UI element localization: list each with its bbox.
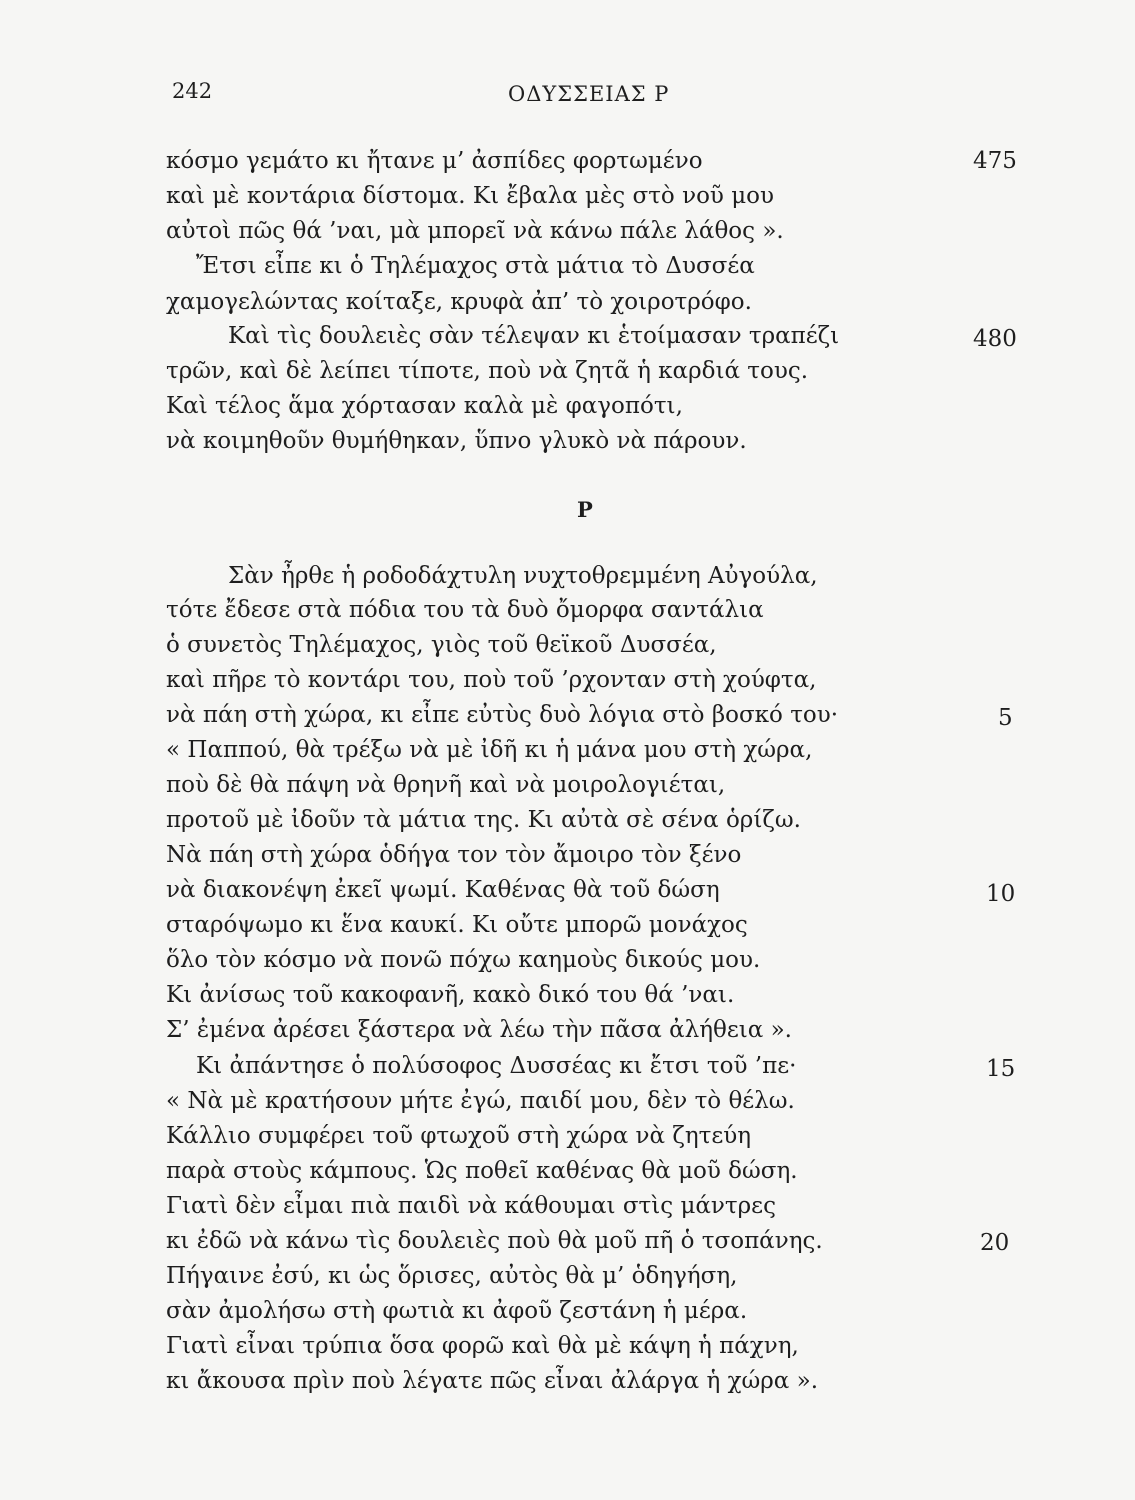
- verse-line: κόσμο γεμάτο κι ἤτανε μ’ ἀσπίδες φορτωμένο: [166, 148, 703, 174]
- verse-line: Πήγαινε ἐσύ, κι ὡς ὅρισες, αὐτὸς θὰ μ’ ὁδηγήση,: [166, 1263, 738, 1289]
- verse-line: χαμογελώντας κοίταξε, κρυφὰ ἀπ’ τὸ χοιροτρόφο.: [166, 289, 752, 315]
- verse-line: ὅλο τὸν κόσμο νὰ πονῶ πόχω καημοὺς δικούς μου.: [166, 947, 761, 973]
- verse-line: Γιατὶ εἶναι τρύπια ὅσα φορῶ καὶ θὰ μὲ κάψη ἡ πάχνη,: [166, 1333, 799, 1359]
- verse-line: Καὶ τέλος ἅμα χόρτασαν καλὰ μὲ φαγοπότι,: [166, 393, 683, 419]
- verse-line: ὁ συνετὸς Τηλέμαχος, γιὸς τοῦ θεϊκοῦ Δυσσέα,: [166, 632, 717, 658]
- verse-line: ποὺ δὲ θὰ πάψη νὰ θρηνῆ καὶ νὰ μοιρολογιέται,: [166, 772, 726, 798]
- verse-line: τότε ἔδεσε στὰ πόδια του τὰ δυὸ ὄμορφα σαντάλια: [166, 597, 764, 623]
- line-number: 15: [986, 1056, 1016, 1082]
- page-number: 242: [172, 79, 213, 103]
- verse-line: τρῶν, καὶ δὲ λείπει τίποτε, ποὺ νὰ ζητᾶ ἡ καρδιά τους.: [166, 358, 809, 384]
- verse-line: Σὰν ἦρθε ἡ ροδοδάχτυλη νυχτοθρεμμένη Αὐγούλα,: [228, 563, 818, 589]
- verse-line: Σ’ ἐμένα ἀρέσει ξάστερα νὰ λέω τὴν πᾶσα ἀλήθεια ».: [166, 1017, 792, 1043]
- verse-line: νὰ κοιμηθοῦν θυμήθηκαν, ὕπνο γλυκὸ νὰ πάρουν.: [166, 428, 747, 454]
- line-number: 20: [980, 1230, 1010, 1256]
- verse-line: αὐτοὶ πῶς θά ’ναι, μὰ μπορεῖ νὰ κάνω πάλε λάθος ».: [166, 218, 784, 244]
- verse-line: νὰ διακονέψη ἐκεῖ ψωμί. Καθένας θὰ τοῦ δώση: [166, 877, 720, 903]
- verse-line: καὶ πῆρε τὸ κοντάρι του, ποὺ τοῦ ’ρχονταν στὴ χούφτα,: [166, 667, 817, 693]
- verse-line: Κι ἀνίσως τοῦ κακοφανῆ, κακὸ δικό του θά ’ναι.: [166, 982, 735, 1008]
- verse-line: προτοῦ μὲ ἰδοῦν τὰ μάτια της. Κι αὐτὰ σὲ σένα ὁρίζω.: [166, 807, 801, 833]
- verse-line: σταρόψωμο κι ἕνα καυκί. Κι οὔτε μπορῶ μονάχος: [166, 912, 748, 938]
- running-head: ΟΔΥΣΣΕΙΑΣ Ρ: [508, 82, 670, 106]
- line-number: 5: [998, 705, 1013, 731]
- line-number: 475: [973, 148, 1017, 174]
- verse-line: καὶ μὲ κοντάρια δίστομα. Κι ἔβαλα μὲς στὸ νοῦ μου: [166, 183, 774, 209]
- verse-line: παρὰ στοὺς κάμπους. Ὡς ποθεῖ καθένας θὰ μοῦ δώση.: [166, 1158, 798, 1184]
- verse-line: Καὶ τὶς δουλειὲς σὰν τέλεψαν κι ἑτοίμασαν τραπέζι: [228, 323, 840, 349]
- verse-line: σὰν ἀμολήσω στὴ φωτιὰ κι ἀφοῦ ζεστάνη ἡ μέρα.: [166, 1298, 748, 1324]
- line-number: 480: [973, 326, 1017, 352]
- verse-line: Ἔτσι εἶπε κι ὁ Τηλέμαχος στὰ μάτια τὸ Δυσσέα: [196, 253, 755, 279]
- line-number: 10: [986, 881, 1016, 907]
- verse-line: Νὰ πάη στὴ χώρα ὁδήγα τον τὸν ἄμοιρο τὸν ξένο: [166, 842, 742, 868]
- verse-line: Γιατὶ δὲν εἶμαι πιὰ παιδὶ νὰ κάθουμαι στὶς μάντρες: [166, 1193, 776, 1219]
- verse-line: νὰ πάη στὴ χώρα, κι εἶπε εὐτὺς δυὸ λόγια στὸ βοσκό του·: [166, 702, 839, 728]
- verse-line: Κάλλιο συμφέρει τοῦ φτωχοῦ στὴ χώρα νὰ ζητεύη: [166, 1123, 752, 1149]
- verse-line: Κι ἀπάντησε ὁ πολύσοφος Δυσσέας κι ἔτσι τοῦ ’πε·: [196, 1053, 797, 1079]
- book-letter: Ρ: [577, 497, 593, 522]
- verse-line: κι ἄκουσα πρὶν ποὺ λέγατε πῶς εἶναι ἀλάργα ἡ χώρα ».: [166, 1368, 819, 1394]
- verse-line: « Παππού, θὰ τρέξω νὰ μὲ ἰδῆ κι ἡ μάνα μου στὴ χώρα,: [166, 737, 813, 763]
- verse-line: « Νὰ μὲ κρατήσουν μήτε ἐγώ, παιδί μου, δὲν τὸ θέλω.: [166, 1088, 795, 1114]
- verse-line: κι ἐδῶ νὰ κάνω τὶς δουλειὲς ποὺ θὰ μοῦ πῆ ὁ τσοπάνης.: [166, 1228, 823, 1254]
